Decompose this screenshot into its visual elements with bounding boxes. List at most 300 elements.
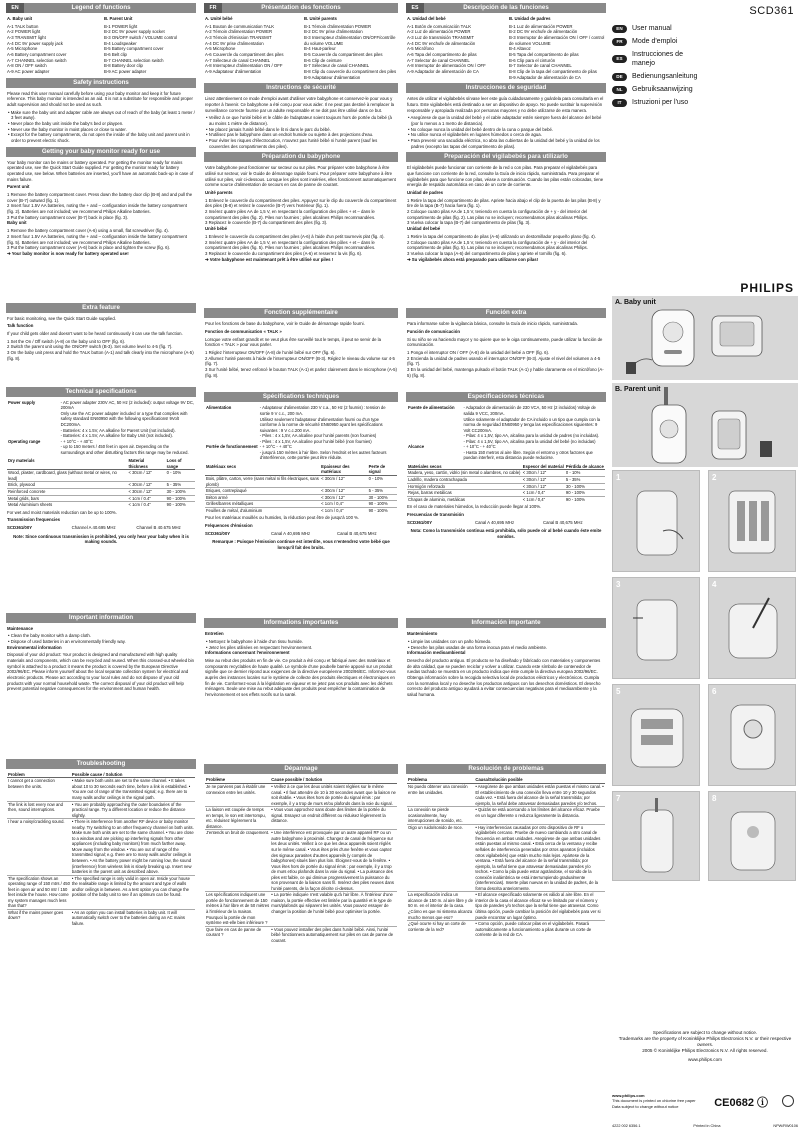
table-cell: • Veillez à ce que les deux unités soient réglées sur le même canal. • Il faut attendre de 10 à 30 secondes avant que la liaison ne soit établie. • Vous êtes hors de portée du signal émis : par exemple, il y a trop de murs et/ou plafonds dans la voie du signal. — [271, 783, 396, 806]
safety-intro: Antes de utilizar el vigilabebés sírvase leer este guía cuidadosamente y guárdela para consultarla en el futuro. Este vigilabebés está destinado a ser un dispositivo de apoyo. No puede sustituir la supervisión responsable y apropiada realizada por personas mayores y no debe utilizarse de esta manera. — [407, 96, 604, 113]
safety-title: Safety instructions — [73, 78, 129, 86]
ready-title: Préparation du babyphone — [261, 153, 341, 161]
table-cell: < 30cm / 12" — [522, 470, 565, 477]
list-item: 3 Sur l'unité bébé, tenez enfoncé le bouton TALK (A-1) et parlez clairement dans le microphone (A-5) (fig. 8). — [205, 367, 397, 378]
extra-header — [6, 303, 196, 313]
materials-table — [7, 458, 195, 507]
table-cell: Metal grids, bars — [7, 495, 127, 502]
extra-intro: Para informarse sobre la vigilancia básica, consulte la Guía de inicio rápido, suministrada. — [407, 321, 579, 327]
table-row — [7, 875, 195, 909]
maintenance-subtitle: Maintenance — [7, 625, 34, 631]
baby-unit-illustration — [612, 296, 798, 380]
language-badge: EN — [612, 25, 627, 33]
troubleshooting-title: Troubleshooting — [76, 759, 126, 767]
language-row-es — [612, 48, 798, 70]
frequency-note: Nota: Como la transmisión continua está prohibida, sólo puede oír al bebé cuando éste emite sonidos. — [410, 528, 602, 539]
baby-unit-list — [205, 24, 298, 75]
talk-steps — [407, 350, 605, 378]
list-item: A-9 AC power adapter — [7, 69, 50, 75]
table-cell: Metal Aluminium sheets — [7, 502, 127, 508]
tech-header — [6, 387, 196, 397]
figure-1 — [612, 470, 700, 572]
parent-unit-subtitle: Unité parents — [205, 190, 233, 196]
footnote-specs: Specifications are subject to change without notice. — [652, 1030, 758, 1035]
table-cell: I cannot get a connection between the units. — [7, 778, 71, 801]
table-cell: < 30cm / 12" — [127, 482, 165, 489]
table-row — [407, 921, 605, 938]
model-number: SCD361 — [749, 5, 794, 17]
column-english — [6, 0, 196, 1133]
baby-steps — [407, 234, 605, 257]
list-item: B-6 Clip de ceinture — [304, 57, 342, 63]
list-item: - Piles : 4 x 1,5V, AA alcaline pour l'unité parents (non fournies) — [259, 433, 377, 439]
safety-intro: Please read this user manual carefully before using your baby monitor and keep it for future reference. This baby monitor is intended as an aid. It is not a substitute for responsible and proper adult supervision and should not be used as such. — [7, 90, 193, 108]
legend-body — [204, 16, 398, 80]
table-row — [205, 926, 397, 943]
list-item: B-8 Clip du couvercle du compartiment des piles — [304, 69, 397, 75]
safety-header — [204, 83, 398, 93]
list-item: • Pour éviter les risques d'électrocution, n'ouvrez pas l'unité bébé ni l'unité parent (sauf les couvercles des compartiments des piles). — [206, 138, 378, 149]
list-item: A-2 Témoin d'alimentation POWER — [205, 29, 273, 35]
legend-title: Legend of functions — [71, 4, 131, 11]
list-item: A-6 Tapa del compartimento de pilas — [407, 52, 477, 58]
list-item: 2 Insérez quatre piles AA de 1,5 V, en respectant la configuration des pôles + et – dans le compartiment des piles (fig. 5). Piles non fournies ; piles alcalines Philips recommandées. — [205, 239, 376, 251]
tech-header — [406, 392, 606, 402]
safety-intro: Lisez attentivement ce mode d'emploi avant d'utiliser votre babyphone et conservez-le pour vous y reporter à l'avenir. Ce babyphone a été conçu pour vous aider. Il ne peut pas destiné à remplacer la surveillance correcte fournie par un adulte responsable et ne doit pas être utilisé dans ce but. — [205, 96, 395, 113]
ready-intro: Votre babyphone peut fonctionner sur secteur ou sur piles. Pour préparer votre babyphone à être utilisé sur secteur, voir le Guide de démarrage rapide fourni. Pour préparer votre babyphone à être utilisé sur piles, voir ci-dessous. Lorsque les piles sont insérées, elles fonctionnent automatiquement comme source d'alimentation de secours en cas de panne de courant. — [205, 165, 396, 188]
environment-text: Desecho del producto antiguo. El producto se ha diseñado y fabricado con materiales y componentes de alta calidad, que se pueden reciclar y volver a utilizar. Cuando este símbolo de contenedor de ruedas tachado se muestra en un producto indica que éste cumple la directiva europea 2002/96/EC. Obtenga información sobre la recogida selectiva local de productos eléctricos y electrónicos. Cumpla con la normativa local y no deseche los productos antiguos con los desechos domésticos. El desecho correcto del producto antiguo ayudará a evitar consecuencias negativas para el medioambiente y la salud humana. — [407, 658, 601, 698]
list-item: 2 Allumez l'unité parents à l'aide de l'interrupteur ON/OFF (B-3). Réglez le niveau du volume sur 4-5 (fig. 7). — [205, 355, 395, 367]
table-cell: • The specified range is only valid in open air. Inside your house the realisable range is limited by the amount and type of walls and/or ceilings in between. As a test option you can change the position of the baby unit to see if an optimum can be found. — [71, 875, 195, 909]
extra-intro: Pour les fonctions de base du babyphone, voir le Guide de démarrage rapide fourni. — [205, 321, 365, 327]
safety-bullets — [407, 115, 605, 149]
ready-note: ➔ Your baby monitor is now ready for battery operated use! — [7, 250, 129, 256]
printed-in: Printed in China — [693, 1124, 721, 1128]
legend-header — [204, 3, 398, 13]
screwdriver-icon — [709, 578, 797, 680]
tech-title: Technical specifications — [65, 387, 137, 395]
table-cell: 30 - 100% — [166, 488, 195, 495]
list-item: A-8 Interrupteur d'alimentation ON / OFF — [205, 63, 283, 69]
list-item: Only use the AC power adapter included or a type that complies with safety standard EN60950 with the following specifications! 9Volt DC200mA. — [60, 410, 188, 427]
figure-number: 3 — [616, 580, 621, 589]
frequency-note: Note: Since continuous transmission is prohibited, you only hear your baby when it is making sounds. — [13, 533, 189, 545]
table-cell: Oigo un ruido/sonido de roce. — [407, 824, 474, 892]
list-item: A-4 DC 9V enchufe de alimentación — [407, 40, 476, 46]
list-item: B-5 Battery compartment cover — [104, 46, 164, 52]
table-cell: < 1cm / 0.4" — [127, 502, 165, 508]
operating-range-values — [259, 444, 397, 461]
ready-header — [406, 152, 606, 162]
column-header: Materiales secos — [407, 464, 522, 470]
column-header: Dry materials — [7, 458, 127, 470]
table-cell: • Asegúrese de que ambas unidades están puestas el mismo canal. • El establecimiento de una conexión lleva entre 10 y 30 segundos cada vez. • Está fuera del alcance de la señal transmitida; por ejemplo, la señal debe atravesar demasiadas paredes y/o techos. — [475, 783, 604, 806]
table-cell: 90 - 100% — [166, 502, 195, 508]
list-item: - AC power adapter 230V AC, 50 Hz (2 included): output voltage 9V DC, 200mA — [60, 399, 195, 411]
table-cell: < 1cm / 0,4" — [522, 496, 565, 502]
table-cell: La especificación indica un alcance de 150 m. al aire libre y de 50 m. en el interior de la casa. ¿Cómo es que mi sistema alcanza mucho menos que eso? — [408, 892, 473, 920]
list-item: 2 Insert four 1.5V AA batteries, noting the + and – configuration inside the battery compartment (fig. 2). Batteries are not included; we recommend Philips Alkaline batteries. — [7, 203, 187, 215]
table-row — [7, 470, 195, 482]
language-badge: IT — [612, 99, 627, 107]
column-header: Material thickness — [127, 458, 165, 470]
list-item: A-3 Témoin d'émission TRANSMIT — [205, 35, 272, 41]
column-header: Loss of range — [166, 458, 195, 470]
table-row — [7, 502, 195, 508]
figure-b-label: B. Parent unit — [615, 386, 661, 393]
figure-number: 7 — [616, 794, 621, 803]
materials-note: En el caso de materiales húmedos, la reducción puede llegar al 100%. — [407, 504, 542, 510]
table-cell: Les spécifications indiquent une portée de fonctionnement de 150 mètres à l'air libre et de 50 mètres à l'intérieur de la maison. Pourquoi la portée de mon système est-elle bien inférieure ? — [206, 892, 270, 926]
language-badge: DE — [612, 73, 627, 81]
list-item: A-1 Bouton de communication TALK — [205, 23, 275, 29]
extra-body — [204, 321, 398, 389]
list-item: B-8 Clip de la tapa del compartimento de pilas — [509, 69, 597, 75]
legend-header — [6, 3, 196, 13]
figure-a-label: A. Baby unit — [615, 299, 656, 306]
frequency-channel-a: Canal A 40,695 MHz — [271, 530, 311, 536]
troubleshooting-table — [7, 772, 195, 927]
list-item: B-3 Interrupteur d'alimentation ON/OFF/contrôle du volume VOLUME — [304, 35, 396, 46]
list-item: A-4 DC 9V power supply jack — [7, 40, 63, 46]
legend-title: Présentation des fonctions — [261, 4, 341, 11]
safety-header — [406, 83, 606, 93]
parent-unit-list — [304, 24, 397, 81]
list-item: A-9 Adaptador de alimentación de CA — [407, 69, 479, 75]
language-badge: NL — [612, 86, 627, 94]
list-item: - + 10°C - + 40°C — [463, 444, 496, 450]
environment-subtitle: Informations concernant l'environnement — [205, 650, 290, 656]
baby-unit-list — [7, 24, 98, 75]
language-row-fr — [612, 35, 798, 48]
language-tab: EN — [6, 3, 24, 13]
table-cell: 5 - 35% — [565, 477, 605, 484]
list-item: • No utilice nunca el vigilabebés en lugares húmedos o cerca de agua. — [408, 132, 542, 138]
spec-table — [205, 405, 397, 460]
footnote-trademarks: Trademarks are the property of Koninklijke Philips Electronics N.V. or their respective owners. — [618, 1036, 792, 1048]
extra-header — [406, 308, 606, 318]
table-cell: 30 - 100% — [565, 483, 605, 490]
parent-unit-title: B. Unité parents — [304, 16, 337, 21]
table-cell: 5 - 35% — [368, 488, 397, 495]
table-cell: Rejas, barras metálicas — [407, 490, 522, 497]
insert-batteries-icon — [709, 471, 797, 573]
table-cell: 90 - 100% — [565, 490, 605, 497]
safety-body — [204, 96, 398, 149]
ready-title: Getting your baby monitor ready for use — [41, 147, 161, 155]
list-item: 1 Réglez l'interrupteur ON/OFF (A-8) de l'unité bébé sur OFF (fig. 6). — [205, 350, 336, 356]
table-cell: • Como opción, puede colocar pilas en el vigilabebés. Pasará automáticamente a funcionamiento a pilas durante un corte de corriente de la red de CA. — [474, 921, 605, 938]
materials-header-row — [205, 464, 397, 476]
list-item: • Jetez les piles utilisées en respectant l'environnement. — [206, 644, 313, 650]
materials-rows — [205, 476, 397, 514]
table-row — [205, 783, 397, 806]
list-item: - + 10°C - + 40°C — [259, 444, 292, 450]
baby-unit-legend — [407, 16, 503, 80]
table-cell: Feuilles de métal, d'aluminium — [205, 507, 320, 513]
table-cell: Ladrillo, madera contrachapada — [407, 477, 522, 484]
maintenance-list — [407, 639, 605, 650]
column-header: Causa/Solución posible — [474, 777, 605, 783]
language-badge: FR — [612, 38, 627, 46]
troubleshooting-header — [6, 759, 196, 769]
table-cell: I hear a noisy/crackling sound. — [7, 819, 71, 875]
language-badge: ES — [612, 55, 627, 63]
baby-unit-batteries-icon — [613, 685, 701, 787]
frequency-row — [407, 520, 605, 526]
footnote-copyright: 2005 © Koninklijke Philips Electronics N.V. All rights reserved. — [642, 1048, 768, 1054]
legend-header — [406, 3, 606, 13]
table-cell: 90 - 100% — [368, 501, 397, 508]
important-header — [6, 613, 196, 623]
table-cell: < 30cm / 12" — [320, 494, 367, 501]
footnote-website: www.philips.com — [688, 1057, 722, 1063]
operating-range-label: Operating range — [8, 438, 41, 444]
list-item: B-9 Adaptador de alimentación de CA — [509, 74, 581, 80]
ready-note: ➔ Su vigilabebés ahora está preparado para utilizarse con pilas! — [407, 256, 539, 262]
print-line — [612, 1124, 798, 1129]
table-cell: Que faire en cas de panne de courant ? — [205, 926, 270, 943]
list-item: A-5 Microphone — [7, 46, 38, 52]
safety-header — [6, 78, 196, 88]
important-body — [6, 626, 196, 756]
materials-table — [205, 464, 397, 513]
column-spanish — [406, 0, 606, 1133]
figure-6 — [708, 684, 796, 786]
maintenance-list — [7, 633, 195, 644]
parent-unit-legend — [509, 16, 605, 80]
column-header: Espesor del material — [522, 463, 564, 469]
list-item: • Never use the baby monitor in moist places or close to water. — [8, 126, 127, 132]
table-cell: The link is lost every now and then, sound interruptions. — [7, 801, 71, 819]
table-cell: • As an option you can install batteries in baby unit. It will automatically switch over to the batteries during an AC mains failure. — [71, 909, 195, 926]
table-row — [407, 783, 605, 806]
table-cell: • El alcance especificado solamente es válido al aire libre. En el interior de la casa el alcance eficaz se ve limitado por el número y tipo de paredes y/o techos que la señal tiene que atravesar. Como última opción, puede cambiar la posición del vigilabebés para ver si puede encontrar un lugar óptimo. — [474, 892, 605, 921]
parent-unit-subtitle: Unidad de padres — [407, 190, 444, 196]
table-cell: < 1cm / 0.4" — [127, 495, 165, 502]
parent-unit-list — [104, 24, 195, 75]
operating-range-label: Alcance — [408, 444, 425, 450]
table-row — [7, 819, 195, 875]
list-item: 2 Switch the parent unit using the ON/OFF switch (B-3). Set volume level to 4-5 (fig. 7). — [7, 344, 173, 350]
column-header: Possible cause / Solution — [71, 772, 195, 778]
list-item: - Batteries: 4 x 1.5V, AA alkaline for Parent Unit (not included). — [60, 427, 176, 433]
list-item: A-3 TRANSMIT light — [7, 35, 46, 41]
column-header: Matériaux secs — [205, 464, 320, 476]
list-item: • Except for the battery compartments, do not open the inside of the baby unit and parent unit in order to prevent electric shock. — [8, 132, 190, 144]
frequency-subtitle: Transmission frequencies — [7, 517, 61, 523]
table-row — [205, 830, 397, 892]
list-item: 3 Vuelva colocar la tapa (B-7) del compartimento de pilas (fig. 3). — [407, 220, 531, 226]
table-row — [7, 909, 195, 926]
frequency-subtitle: Fréquences d'émission — [205, 522, 253, 528]
baby-unit-subtitle: Baby unit — [7, 220, 27, 226]
baby-unit-subtitle: Unidad del bebé — [407, 226, 441, 232]
list-item: • N'utilisez pas le babyphone dans un endroit humide ou sujette à des projections d'eau. — [206, 132, 374, 138]
table-row — [7, 801, 195, 819]
table-cell: Je ne parviens pas à établir une connexion entre les unités. — [205, 783, 270, 806]
parent-unit-title: B. Parent Unit — [104, 16, 133, 21]
list-item: 1 Set the On / Off switch (A-8) on the baby unit to OFF (fig. 6). — [7, 338, 126, 344]
column-header: Epaisseur des matériaux — [320, 464, 367, 476]
important-header — [406, 618, 606, 628]
troubleshooting-header — [204, 764, 398, 774]
frequency-note: Remarque : Puisque l'émission continue est interdite, vous n'entendrez votre bébé que lorsqu'il fait des bruits. — [212, 539, 390, 550]
table-cell: • Quizás se está acercando a los límites del alcance eficaz. Pruebe en un lugar diferente o reduzca ligeramente la distancia. — [474, 807, 605, 825]
table-cell: < 30cm / 12" — [320, 476, 367, 488]
troubleshooting-rows — [407, 783, 605, 937]
list-item: - Pilas: 4 x 1,5V, tipo AA, alcalina para la unidad del bebé (no incluidas) — [463, 438, 596, 444]
figure-baby-unit — [612, 296, 798, 380]
troubleshooting-title: Dépannage — [284, 765, 318, 773]
table-cell: Wood, plaster, cardboard, glass (without metal or wires, no lead) — [7, 470, 127, 482]
ready-body — [204, 165, 398, 305]
list-item: • Veillez à ce que l'unité bébé et le câble de l'adaptateur soient toujours hors de portée du bébé (à au moins 1 mètre de distance). — [206, 115, 392, 127]
tech-body — [6, 400, 196, 610]
bottom-info — [612, 1093, 798, 1109]
table-cell: J'entends un bruit de craquement. — [205, 830, 270, 892]
list-item: 1 Enlevez le couvercle du compartiment des piles. Appuyez sur le clip du couvercle du compartiment des piles (B-8) et retirez le couvercle (B-7) vers l'extérieur (fig. 1). — [205, 197, 397, 209]
ready-header — [6, 147, 196, 157]
table-row — [407, 824, 605, 892]
table-cell: The specification shows an operating range of 150 mtrs / 450 feet in open air and 50 mtr / 150 feet inside the house. How come my system manages much less than that? — [8, 875, 70, 909]
talk-steps — [205, 350, 397, 378]
parent-unit-legend — [304, 16, 397, 80]
close-cover-icon — [613, 578, 701, 680]
spec-table — [407, 405, 605, 460]
list-item: B-5 Couvercle du compartiment des piles — [304, 52, 383, 58]
list-item: 3 Replacez le couvercle (B-7) du compartiment des piles (fig. 3). — [205, 220, 328, 226]
operating-range-values — [60, 439, 195, 456]
frequency-row — [205, 531, 397, 537]
safety-bullets — [7, 110, 195, 144]
parent-unit-illustration — [612, 383, 798, 467]
list-item: - up to 150 meters / 450 feet in open air. Depending on the surroundings and other disturbing factors this range may be reduced. — [60, 444, 189, 455]
baby-unit-subtitle: Unité bébé — [205, 226, 227, 232]
baby-unit-list — [407, 24, 503, 75]
list-item: A-1 TALK button — [7, 23, 39, 29]
list-item: • Nettoyez le babyphone à l'aide d'un tissu humide. — [206, 639, 304, 645]
baby-unit-title: A. Unidad del bebé — [407, 16, 446, 21]
list-item: A-5 Micrófono — [407, 46, 434, 52]
figure-number: 6 — [712, 687, 717, 696]
materials-rows — [407, 470, 605, 502]
table-cell: Madera, yeso, cartón, vidrio (sin metal o alambres, no cable) — [408, 470, 521, 476]
list-item: B-9 AC power adapter — [104, 69, 147, 75]
safety-title: Instructions de sécurité — [266, 84, 336, 92]
ready-title: Preparación del vigilabebés para utilizarlo — [444, 153, 568, 161]
important-title: Informations importantes — [263, 619, 339, 627]
bottom-url: www.philips.com — [612, 1093, 645, 1098]
figure-number: 8 — [712, 794, 717, 803]
important-header — [204, 618, 398, 628]
column-header: Problem — [7, 772, 71, 778]
list-item: • Para prevenir una sacudida eléctrica, no abra las cubiertas de la unidad del bebé y la unidad de los padres (excepto las tapas del compartimento de pilas). — [408, 138, 600, 149]
list-item: B-2 DC 9V enchufe de alimentación — [509, 29, 578, 35]
column-header: Cause possible / Solution — [270, 777, 397, 783]
table-row — [407, 892, 605, 921]
figure-number: 4 — [712, 580, 717, 589]
hand-battery-cover-icon — [613, 471, 701, 573]
list-item: • Limpie las unidades con un paño húmedo. — [408, 639, 492, 645]
talk-subtitle: Función de comunicación — [407, 329, 460, 335]
table-row — [407, 470, 605, 477]
list-item: B-7 Selector de canal CHANNEL — [509, 63, 572, 69]
ready-body — [406, 165, 606, 305]
parent-unit-subtitle: Parent unit — [7, 184, 30, 190]
list-item: A-8 Interruptor de alimentación ON / OFF — [407, 63, 486, 69]
figure-7 — [612, 791, 700, 881]
table-cell: Briques, contreplaqué — [205, 488, 320, 495]
operating-range-values — [462, 444, 605, 461]
baby-unit-legend — [205, 16, 298, 80]
list-item: B-3 ON/OFF switch / VOLUME control — [104, 35, 178, 41]
table-cell: What if the mains power goes down? — [7, 909, 71, 926]
list-item: 1 Retire la tapa del compartimento de pilas (A-6) utilizando un destornillador pequeño plano (fig. 4). — [407, 233, 596, 239]
materials-table — [407, 464, 605, 502]
list-item: 2 Insérez quatre piles AA de 1,5 V, en respectant la configuration des pôles + et – dans le compartiment des piles (fig. 2). Piles non fournies ; piles alcalines Philips recommandées. — [205, 209, 376, 220]
table-row — [407, 496, 605, 502]
list-item: A-6 Couvercle du compartiment des piles — [205, 52, 284, 58]
list-item: B-7 Sélecteur de canal CHANNEL — [304, 63, 370, 69]
list-item: 1 Remove the battery compartment cover. Press down the battery door clip (B-8) and and pull the cover (B-7) outward (fig. 1). — [7, 192, 193, 203]
table-cell: Reinforced concrete — [7, 488, 127, 495]
talk-text: If your child gets older and doesn't want to be heard continuously it can use the talk function. — [7, 331, 183, 337]
frequency-model: SCD361/00Y — [7, 524, 33, 530]
talk-subtitle: Fonction de communication « TALK » — [205, 329, 282, 335]
list-item: A-5 Microphone — [205, 46, 236, 52]
safety-title: Instrucciones de seguridad — [465, 84, 547, 92]
tech-body — [204, 405, 398, 615]
table-cell: Chapas de aluminio, metálicas — [407, 496, 522, 502]
list-item: Utilisez seulement l'adaptateur d'alimentation fourni ou d'un type conforme à la norme de sécurité EN60950 ayant les spécifications suivantes : 9 V c.c.200 mA. — [259, 416, 383, 433]
safety-body — [6, 91, 196, 144]
column-french — [204, 0, 398, 1133]
list-item: B-2 DC 9V power supply socket — [104, 29, 165, 35]
list-item: A-7 CHANNEL selection switch — [7, 57, 67, 63]
list-item: A-2 POWER light — [7, 29, 41, 35]
materials-rows — [7, 470, 195, 508]
frequency-channel-a: Channel A 40.695 MHz — [71, 524, 116, 530]
frequency-channel-b: Channel B 40.675 MHz — [136, 524, 181, 530]
power-supply-label: Alimentation — [206, 405, 232, 411]
materials-header-row — [7, 458, 195, 470]
language-label: Instrucciones de manejo — [632, 50, 683, 67]
table-cell: No puedo obtener una conexión entre las unidades. — [407, 783, 474, 806]
figure-4 — [708, 577, 796, 679]
table-cell: < 30cm / 12" — [320, 488, 367, 495]
list-item: A-8 ON / OFF switch — [7, 63, 47, 69]
list-item: B-8 Battery door clip — [104, 63, 143, 69]
troubleshooting-body — [204, 777, 398, 943]
tech-header — [204, 392, 398, 402]
table-cell: • You are probably approaching the outer boundaries of the practical range. Try a different location or reduce the distance slightly. — [71, 801, 195, 819]
operating-range-label: Portée de fonctionnement — [206, 444, 258, 450]
ce-mark: CE0682 ⓘ — [714, 1097, 768, 1109]
frequency-subtitle: Frecuencias de transmisión — [407, 511, 464, 517]
list-item: 2 Encienda la unidad de padres usando el interruptor ON/OFF (B-3). Ajuste el nivel del volumen a 4-5 (fig. 7). — [407, 355, 601, 367]
list-item: • No coloque nunca la unidad del bebé dentro de la cuna o parque del bebé. — [408, 126, 554, 132]
list-item: B-3 Interruptor de alimentación ON / OFF / control de volumen VOLUME — [509, 35, 605, 46]
figure-parent-unit — [612, 383, 798, 467]
list-item: A-3 Luz de transmisión TRANSMIT — [407, 35, 475, 41]
important-body — [204, 631, 398, 761]
troubleshooting-table — [407, 777, 605, 937]
list-item: B-9 Adaptateur d'alimentation — [304, 74, 361, 80]
list-item: • Deseche las pilas usadas de una forma inocua para el medio ambiente. — [408, 644, 548, 650]
bottom-paper-note: This document is printed on chlorine free paper — [612, 1098, 696, 1104]
list-item: 1 Enlevez le couvercle du compartiment des piles (A-6) à l'aide d'un petit tournevis plat (fig. 4). — [205, 233, 385, 239]
